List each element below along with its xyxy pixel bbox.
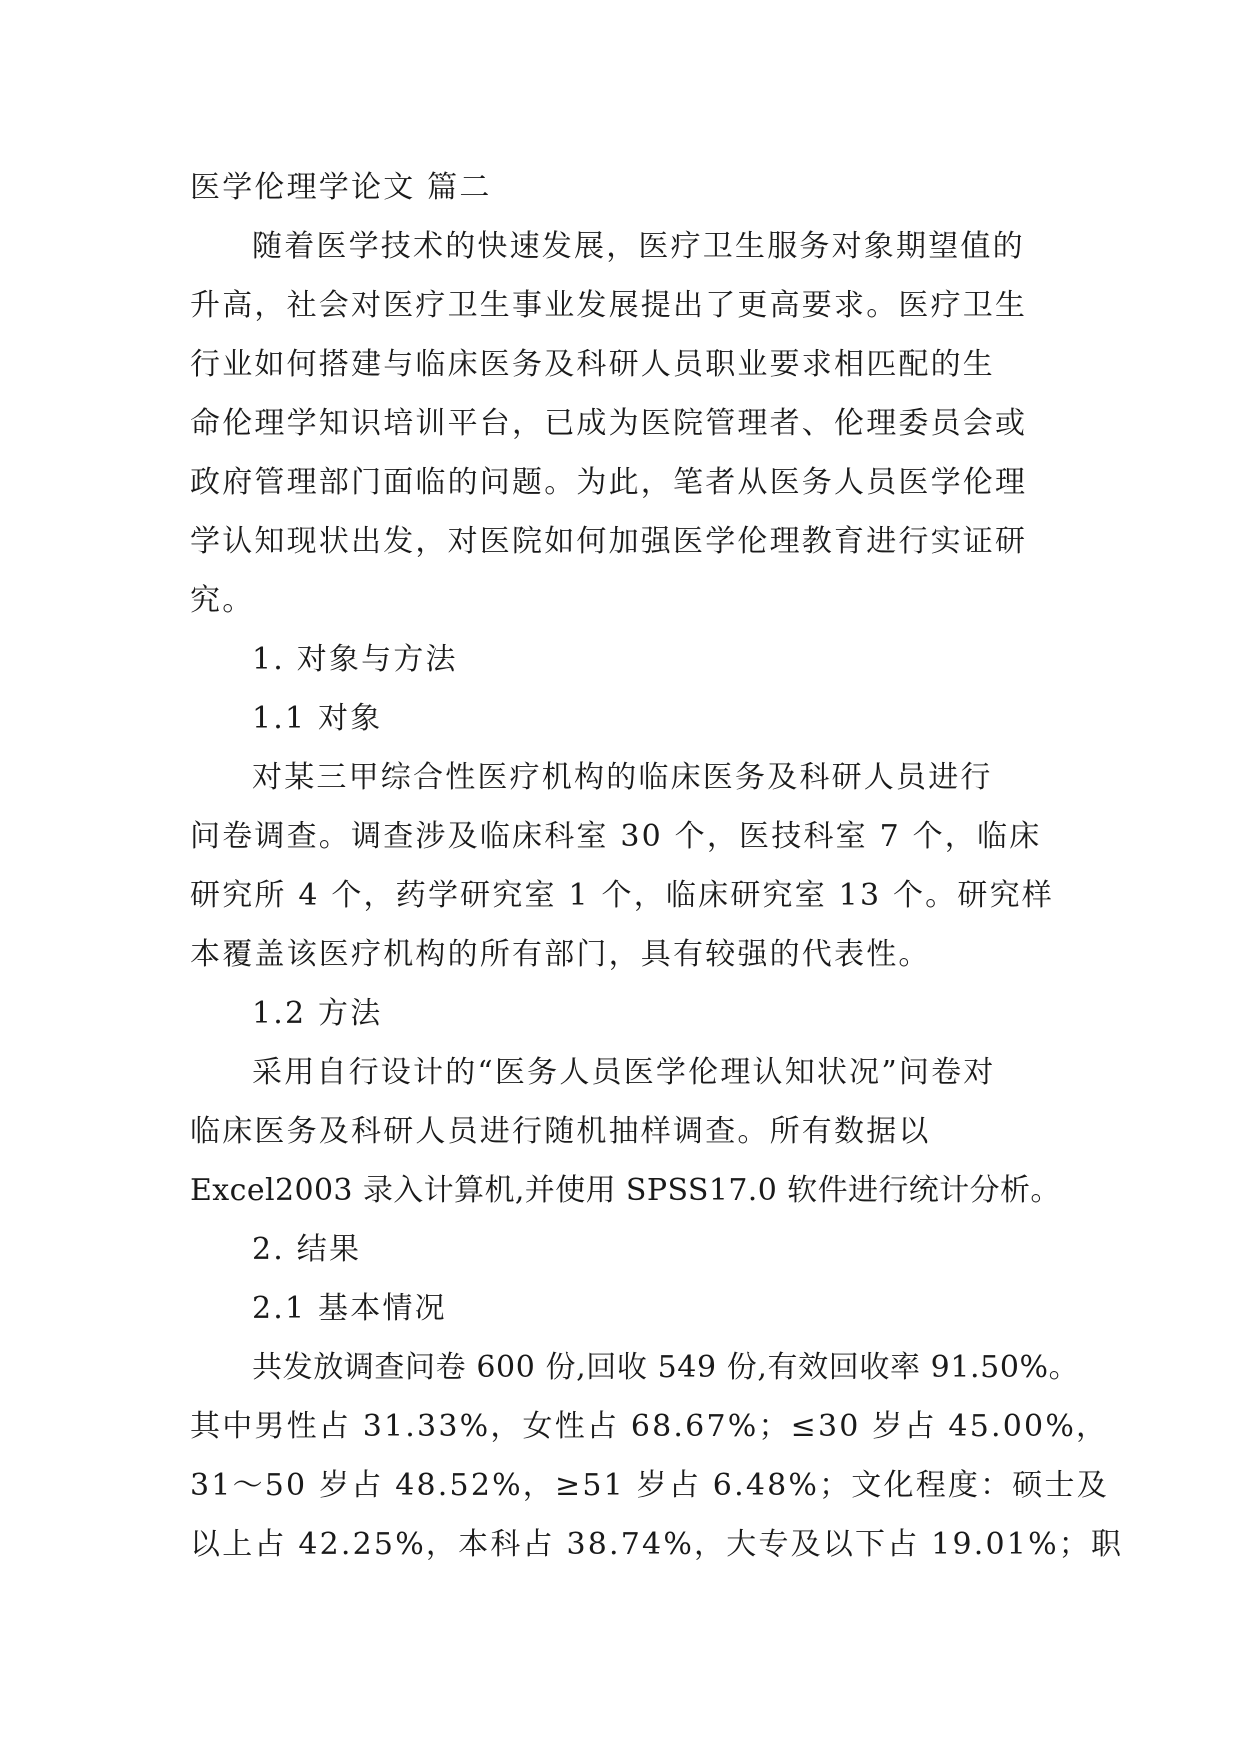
- subsection-heading-1-2: 1.2 方法: [252, 996, 383, 1031]
- text-line: 本覆盖该医疗机构的所有部门，具有较强的代表性。: [190, 937, 931, 972]
- section-heading-1: 1. 对象与方法: [252, 642, 458, 677]
- text-line: 政府管理部门面临的问题。为此，笔者从医务人员医学伦理: [190, 465, 1028, 500]
- text-line: 31～50 岁占 48.52%，≥51 岁占 6.48%；文化程度：硕士及: [190, 1468, 1109, 1503]
- paragraph-methods: [190, 1043, 1060, 1220]
- subsection-heading-2-1: 2.1 基本情况: [252, 1291, 447, 1326]
- text-line: Excel2003 录入计算机,并使用 SPSS17.0 软件进行统计分析。: [190, 1173, 1061, 1208]
- text-line: 其中男性占 31.33%，女性占 68.67%；≤30 岁占 45.00%，: [190, 1409, 1109, 1444]
- paragraph-objects: [190, 748, 1060, 984]
- text-line: 问卷调查。调查涉及临床科室 30 个，医技科室 7 个，临床: [190, 819, 1042, 854]
- text-line: 行业如何搭建与临床医务及科研人员职业要求相匹配的生: [190, 347, 995, 382]
- paragraph-basic-info: [190, 1338, 1124, 1574]
- text-line: 对某三甲综合性医疗机构的临床医务及科研人员进行: [252, 760, 993, 795]
- text-line: 以上占 42.25%，本科占 38.74%，大专及以下占 19.01%；职: [190, 1527, 1124, 1562]
- text-line: 升高，社会对医疗卫生事业发展提出了更高要求。医疗卫生: [190, 288, 1028, 323]
- text-line: 采用自行设计的“医务人员医学伦理认知状况”问卷对: [252, 1055, 996, 1090]
- text-line: 研究所 4 个，药学研究室 1 个，临床研究室 13 个。研究样: [190, 878, 1054, 913]
- document-title: 医学伦理学论文 篇二: [190, 170, 492, 205]
- section-heading-2: 2. 结果: [252, 1232, 362, 1267]
- text-line: 随着医学技术的快速发展，医疗卫生服务对象期望值的: [252, 229, 1025, 264]
- subsection-heading-1-1: 1.1 对象: [252, 701, 383, 736]
- text-line: 临床医务及科研人员进行随机抽样调查。所有数据以: [190, 1114, 931, 1149]
- text-line: 命伦理学知识培训平台，已成为医院管理者、伦理委员会或: [190, 406, 1028, 441]
- text-line: 共发放调查问卷 600 份,回收 549 份,有效回收率 91.50%。: [252, 1350, 1080, 1385]
- paragraph-intro: [190, 217, 1060, 630]
- text-line: 学认知现状出发，对医院如何加强医学伦理教育进行实证研: [190, 524, 1028, 559]
- text-line: 究。: [190, 583, 255, 618]
- document-body: [190, 158, 1124, 1574]
